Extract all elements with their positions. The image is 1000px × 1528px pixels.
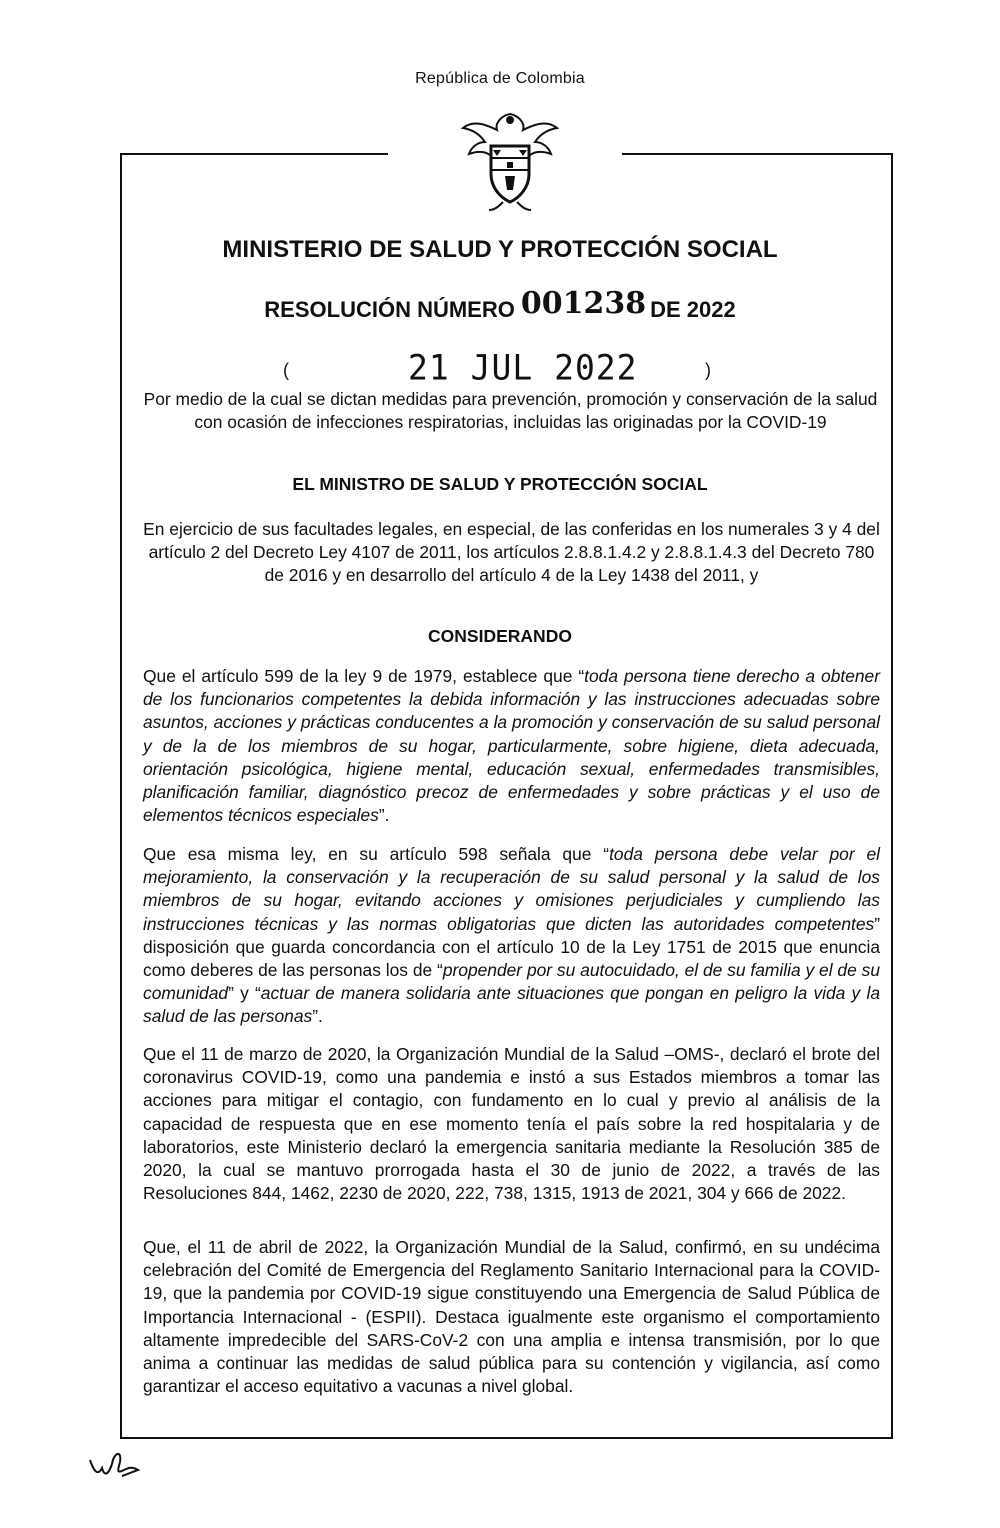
considering-paragraph-1: Que el artículo 599 de la ley 9 de 1979, establece que “toda persona tiene derecho a obtener de los funcionarios competentes la debida información y las instrucciones adecuadas sobre asuntos, acciones y prácticas conducentes a la promoción y conservación de su salud personal y de la de los miembros de su hogar, particularmente, sobre higiene, dieta adecuada, orientación psicológica, higiene mental, educación sexual, enfermedades transmisibles, planificación familiar, diagnóstico precoz de enfermedades y sobre prácticas y el uso de elementos técnicos especiales”.: [143, 666, 881, 826]
frame-border: [891, 153, 893, 1439]
considering-heading: CONSIDERANDO: [428, 626, 572, 646]
resolution-number: 001238: [520, 286, 647, 321]
resolution-year: DE 2022: [650, 297, 736, 322]
legal-powers-paragraph: En ejercicio de sus facultades legales, en especial, de las conferidas en los numerales 3 y 4 del artículo 2 del Decreto Ley 4107 de 2011, los artículos 2.8.8.1.4.2 y 2.8.8.1.4.3 del Decreto 780 de 2016 y en desarrollo del artículo 4 de la Ley 1438 del 2011, y: [143, 519, 880, 586]
country-name: República de Colombia: [415, 70, 585, 87]
resolution-summary: Por medio de la cual se dictan medidas para prevención, promoción y conservación de la salud con ocasión de infecciones respiratorias, incluidas las originadas por la COVID-19: [143, 389, 878, 432]
handwritten-initials-icon: [88, 1448, 142, 1488]
resolution-date-row: [0, 348, 1000, 388]
frame-border: [622, 153, 893, 155]
date-paren-close: ): [705, 360, 711, 380]
resolution-date-stamp: 21 JUL 2022: [408, 347, 638, 388]
considering-paragraph-2: Que esa misma ley, en su artículo 598 señala que “toda persona debe velar por el mejoramiento, la conservación y la recuperación de su salud personal y la salud de los miembros de su hogar, evitando acciones y omisiones perjudiciales y cumpliendo las instrucciones técnicas y las normas obligatorias que dicten las autoridades competentes” disposición que guarda concordancia con el artículo 10 de la Ley 1751 de 2015 que enuncia como deberes de las personas los de “propender por su autocuidado, el de su familia y el de su comunidad” y “actuar de manera solidaria ante situaciones que pongan en peligro la vida y la salud de las personas”.: [143, 844, 880, 1027]
considering-paragraph-3: Que el 11 de marzo de 2020, la Organización Mundial de la Salud –OMS-, declaró el brote del coronavirus COVID-19, como una pandemia e instó a sus Estados miembros a tomar las acciones para mitigar el contagio, con fundamento en lo cual y previo al análisis de la capacidad de respuesta que en ese momento tenía el país sobre la red hospitalaria y de laboratorios, este Ministerio declaró la emergencia sanitaria mediante la Resolución 385 de 2020, la cual se mantuvo prorrogada hasta el 30 de junio de 2022, a través de las Resoluciones 844, 1462, 2230 de 2020, 222, 738, 1315, 1913 de 2021, 304 y 666 de 2022.: [143, 1044, 880, 1204]
ministry-title: MINISTERIO DE SALUD Y PROTECCIÓN SOCIAL: [222, 236, 778, 263]
frame-border: [120, 1437, 893, 1439]
issuer-heading: EL MINISTRO DE SALUD Y PROTECCIÓN SOCIAL: [292, 474, 708, 494]
resolution-label: RESOLUCIÓN NÚMERO: [264, 297, 515, 322]
considering-paragraph-4: Que, el 11 de abril de 2022, la Organización Mundial de la Salud, confirmó, en su undécima celebración del Comité de Emergencia del Reglamento Sanitario Internacional para la COVID-19, que la pandemia por COVID-19 sigue constituyendo una Emergencia de Salud Pública de Importancia Internacional - (ESPII). Destaca igualmente este organismo el comportamiento altamente impredecible del SARS-CoV-2 con una amplia e intensa transmisión, por lo que anima a continuar las medidas de salud pública para su contención y vigilancia, así como garantizar el acceso equitativo a vacunas a nivel global.: [143, 1237, 880, 1397]
date-paren-open: (: [283, 360, 289, 380]
frame-border: [120, 153, 122, 1439]
resolution-title: [0, 286, 1000, 325]
coat-of-arms-icon: [455, 106, 565, 214]
frame-border: [120, 153, 388, 155]
